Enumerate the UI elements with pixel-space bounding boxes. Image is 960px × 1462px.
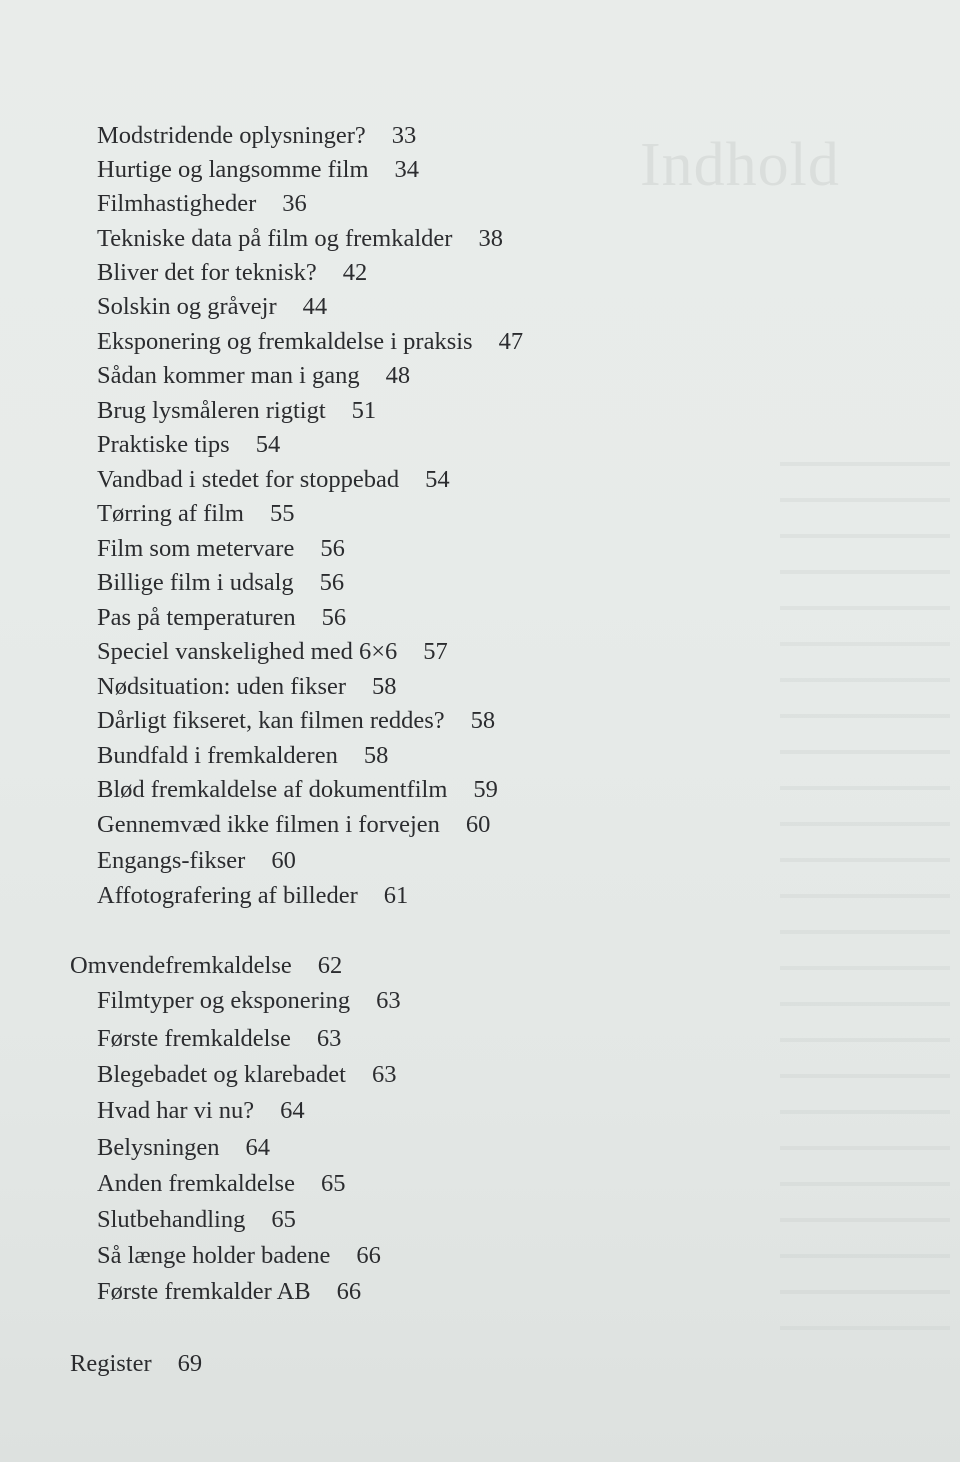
- toc-entry-title: Blød fremkaldelse af dokumentfilm: [97, 776, 448, 803]
- toc-heading-title: Omvendefremkaldelse: [70, 952, 292, 979]
- toc-entry-title: Film som metervare: [97, 535, 295, 562]
- toc-entry-title: Første fremkaldelse: [97, 1025, 291, 1052]
- toc-entry-title: Solskin og gråvejr: [97, 293, 277, 320]
- toc-entry-title: Tørring af film: [97, 500, 244, 527]
- toc-entry-page: 44: [302, 293, 328, 320]
- toc-heading-page: 62: [317, 952, 343, 979]
- toc-entry-page: 51: [351, 397, 377, 424]
- toc-entry: [97, 1024, 341, 1054]
- toc-heading-title: Register: [70, 1350, 152, 1377]
- toc-entry-title: Hvad har vi nu?: [97, 1097, 255, 1124]
- toc-entry-page: 64: [245, 1134, 270, 1161]
- toc-entry-page: 59: [473, 776, 498, 803]
- toc-entry-title: Billige film i udsalg: [97, 569, 294, 596]
- toc-entry: [97, 189, 307, 219]
- toc-entry-page: 48: [385, 362, 411, 389]
- toc-entry-title: Affotografering af billeder: [97, 882, 358, 909]
- toc-entry-title: Første fremkalder AB: [97, 1278, 311, 1305]
- toc-entry: [97, 292, 327, 322]
- toc-entry-page: 57: [423, 638, 448, 665]
- toc-entry: [97, 534, 345, 564]
- toc-entry-page: 58: [363, 742, 389, 769]
- toc-entry-page: 60: [271, 847, 296, 874]
- toc-entry: [97, 361, 410, 391]
- toc-entry-page: 63: [316, 1025, 342, 1052]
- toc-entry-title: Så længe holder badene: [97, 1242, 331, 1269]
- toc-section-heading: [70, 951, 342, 981]
- toc-entry: [97, 986, 401, 1016]
- toc-entry: [97, 741, 388, 771]
- toc-entry: [97, 396, 376, 426]
- toc-entry-title: Vandbad i stedet for stoppebad: [97, 466, 400, 493]
- toc-entry-page: 64: [280, 1097, 305, 1124]
- toc-entry-title: Pas på temperaturen: [97, 604, 296, 631]
- toc-entry-page: 65: [320, 1170, 346, 1197]
- bleed-through-heading: Indhold: [640, 131, 840, 199]
- toc-entry-page: 54: [425, 466, 450, 493]
- toc-entry-title: Bliver det for teknisk?: [97, 259, 317, 286]
- toc-entry-title: Belysningen: [97, 1134, 220, 1161]
- toc-entry: [97, 1060, 396, 1090]
- toc-entry-page: 66: [356, 1242, 381, 1269]
- toc-entry: [97, 637, 448, 667]
- toc-entry-page: 65: [271, 1206, 296, 1233]
- toc-entry: [97, 1169, 345, 1199]
- toc-entry-title: Sådan kommer man i gang: [97, 362, 360, 389]
- toc-entry-title: Filmhastigheder: [97, 190, 257, 217]
- toc-entry-page: 58: [470, 707, 496, 734]
- toc-entry-title: Dårligt fikseret, kan filmen reddes?: [97, 707, 445, 734]
- toc-entry: [97, 706, 495, 736]
- toc-entry-page: 63: [376, 987, 401, 1014]
- toc-entry: [97, 430, 280, 460]
- toc-entry-title: Speciel vanskelighed med 6×6: [97, 638, 398, 665]
- toc-entry-title: Slutbehandling: [97, 1206, 246, 1233]
- toc-entry: [97, 846, 296, 876]
- toc-entry: [97, 1205, 296, 1235]
- toc-entry-page: 56: [321, 604, 347, 631]
- toc-entry: [97, 810, 490, 840]
- toc-entry: [97, 258, 367, 288]
- toc-entry-title: Gennemvæd ikke filmen i forvejen: [97, 811, 440, 838]
- toc-entry: [97, 1096, 305, 1126]
- toc-entry-page: 56: [319, 569, 345, 596]
- toc-entry: [97, 568, 344, 598]
- toc-entry-page: 47: [498, 328, 524, 355]
- toc-entry-page: 66: [336, 1278, 362, 1305]
- toc-entry: [97, 121, 416, 151]
- toc-entry: [97, 672, 397, 702]
- toc-entry-title: Anden fremkaldelse: [97, 1170, 295, 1197]
- toc-entry-title: Engangs-fikser: [97, 847, 246, 874]
- toc-entry: [97, 1133, 270, 1163]
- toc-entry: [97, 465, 450, 495]
- toc-entry-page: 61: [383, 882, 409, 909]
- toc-entry-page: 56: [320, 535, 345, 562]
- toc-entry-page: 55: [269, 500, 295, 527]
- toc-entry-page: 54: [255, 431, 281, 458]
- toc-entry-title: Tekniske data på film og fremkalder: [97, 225, 453, 252]
- toc-entry-page: 63: [371, 1061, 397, 1088]
- toc-entry-page: 36: [282, 190, 307, 217]
- toc-entry-page: 60: [465, 811, 491, 838]
- toc-entry: [97, 499, 294, 529]
- toc-entry-title: Blegebadet og klarebadet: [97, 1061, 346, 1088]
- toc-entry: [97, 155, 419, 185]
- toc-entry-title: Nødsituation: uden fikser: [97, 673, 347, 700]
- toc-entry: [97, 1277, 361, 1307]
- toc-heading-page: 69: [177, 1350, 203, 1377]
- toc-entry: [97, 224, 503, 254]
- toc-entry: [97, 881, 408, 911]
- toc-entry-title: Bundfald i fremkalderen: [97, 742, 338, 769]
- toc-entry-title: Filmtyper og eksponering: [97, 987, 351, 1014]
- toc-entry-page: 42: [342, 259, 368, 286]
- toc-entry-title: Hurtige og langsomme film: [97, 156, 369, 183]
- toc-entry: [97, 603, 346, 633]
- toc-entry: [97, 327, 523, 357]
- toc-entry-page: 58: [372, 673, 397, 700]
- toc-section-heading: [70, 1349, 202, 1379]
- toc-entry-title: Eksponering og fremkaldelse i praksis: [97, 328, 473, 355]
- toc-entry-title: Brug lysmåleren rigtigt: [97, 397, 326, 424]
- toc-entry-page: 33: [391, 122, 417, 149]
- toc-entry: [97, 775, 498, 805]
- toc-entry: [97, 1241, 381, 1271]
- toc-entry-page: 38: [478, 225, 503, 252]
- toc-entry-title: Modstridende oplysninger?: [97, 122, 366, 149]
- toc-entry-title: Praktiske tips: [97, 431, 230, 458]
- toc-entry-page: 34: [394, 156, 419, 183]
